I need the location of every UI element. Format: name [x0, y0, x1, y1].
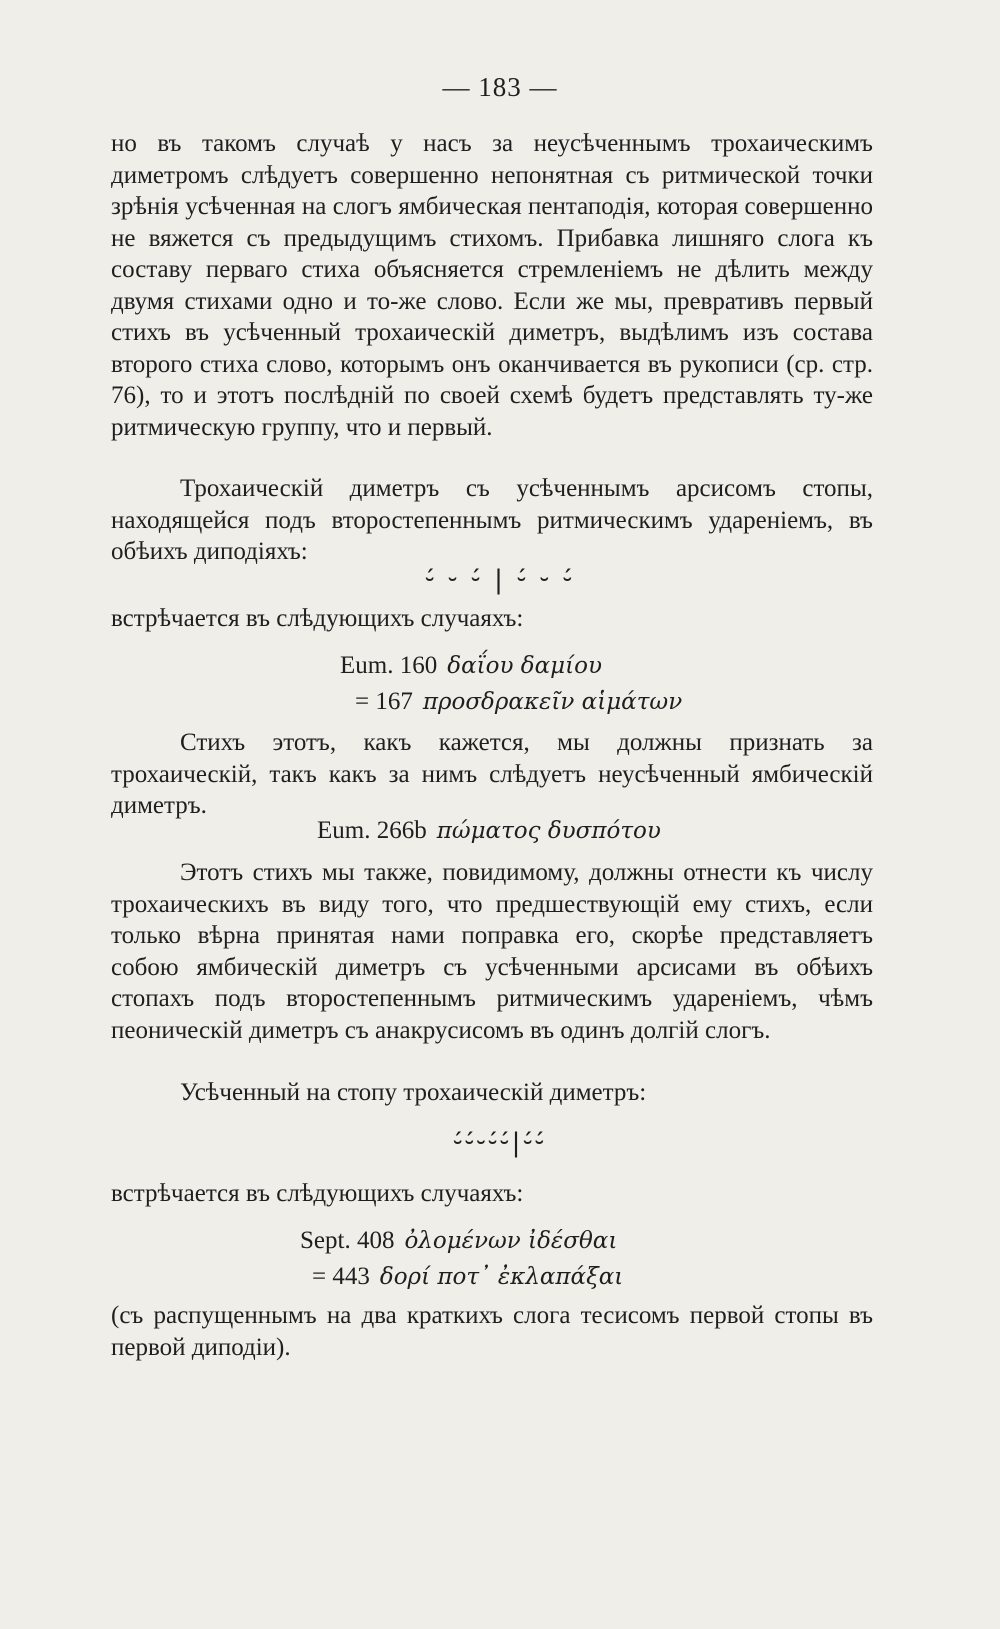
paragraph-8 [111, 1300, 873, 1363]
greek-verse: προσδρακεῖν αἱμάτων [422, 689, 683, 715]
paragraph-7 [111, 1178, 873, 1210]
paragraph-text: Этотъ стихъ мы также, повидимому, должны отнести къ числу трохаическихъ въ виду того, что предшествующій ему стихъ, если только вѣрна принятая нами поправка его, скорѣе представляетъ собою ямбическій диметръ съ усѣченными арсисами въ обѣихъ стопахъ подъ второстепеннымъ ритмическимъ удареніемъ, чѣмъ пеоническій диметръ съ анакрусисомъ въ одинъ долгій слогъ. [111, 859, 873, 1044]
greek-verse: δορί ποτ᾽ ἐκλαπάξαι [379, 1264, 624, 1290]
verse-reference: Eum. 266b [317, 817, 427, 844]
paragraph-6 [111, 1077, 873, 1109]
metrical-scheme-2: ⏑́⏑́⏑⏑́⏑́|⏑́⏑́ [453, 1128, 547, 1158]
paragraph-5 [111, 857, 873, 1046]
paragraph-text: встрѣчается въ слѣдующихъ случаяхъ: [111, 605, 524, 632]
verse-reference: = 167 [355, 688, 413, 715]
greek-verse: ὀλομένων ἰδέσθαι [404, 1228, 618, 1254]
metrical-scheme-1: ⏑́ ⏑ ⏑́ | ⏑́ ⏑ ⏑́ [425, 565, 575, 595]
verse-reference: Sept. 408 [300, 1227, 395, 1254]
paragraph-text: встрѣчается въ слѣдующихъ случаяхъ: [111, 1180, 524, 1207]
example-1-line-1 [340, 652, 602, 680]
greek-verse: δαΐου δαμίου [447, 653, 602, 679]
example-2 [317, 817, 661, 845]
paragraph-text: но въ такомъ случаѣ у насъ за неусѣченнымъ трохаическимъ диметромъ слѣдуетъ совершенно непонятная съ ритмической точки зрѣнія усѣченная на слогъ ямбическая пентаподія, которая совершенно не вяжется съ предыдущимъ стихомъ. Прибавка лишняго слога къ составу перваго стиха объясняется стремленіемъ не дѣлить между двумя стихами одно и то-же слово. Если же мы, превративъ первый стихъ въ усѣченный трохаическій диметръ, выдѣлимъ изъ состава второго стиха слово, которымъ онъ оканчивается въ рукописи (ср. стр. 76), то и этотъ послѣдній по своей схемѣ будетъ представлять ту-же ритмическую группу, что и первый. [111, 130, 873, 441]
example-3-line-1 [300, 1227, 617, 1255]
verse-reference: Eum. 160 [340, 652, 438, 679]
paragraph-text: Усѣченный на стопу трохаическій диметръ: [180, 1079, 647, 1106]
example-1-line-2 [355, 688, 682, 716]
paragraph-2 [111, 473, 873, 568]
paragraph-4 [111, 727, 873, 822]
verse-reference: = 443 [312, 1263, 370, 1290]
page-number: — 183 — [442, 72, 558, 102]
paragraph-3 [111, 603, 873, 635]
paragraph-text: Стихъ этотъ, какъ кажется, мы должны признать за трохаическій, такъ какъ за нимъ слѣдуетъ неусѣченный ямбическій диметръ. [111, 729, 873, 819]
paragraph-1 [111, 128, 873, 443]
paragraph-text: Трохаическій диметръ съ усѣченнымъ арсисомъ стопы, находящейся подъ второстепеннымъ ритмическимъ удареніемъ, въ обѣихъ диподіяхъ: [111, 475, 873, 565]
greek-verse: πώματος δυσπότου [436, 818, 661, 844]
example-3-line-2 [312, 1263, 623, 1291]
paragraph-text: (съ распущеннымъ на два краткихъ слога тесисомъ первой стопы въ первой диподіи). [111, 1302, 873, 1361]
